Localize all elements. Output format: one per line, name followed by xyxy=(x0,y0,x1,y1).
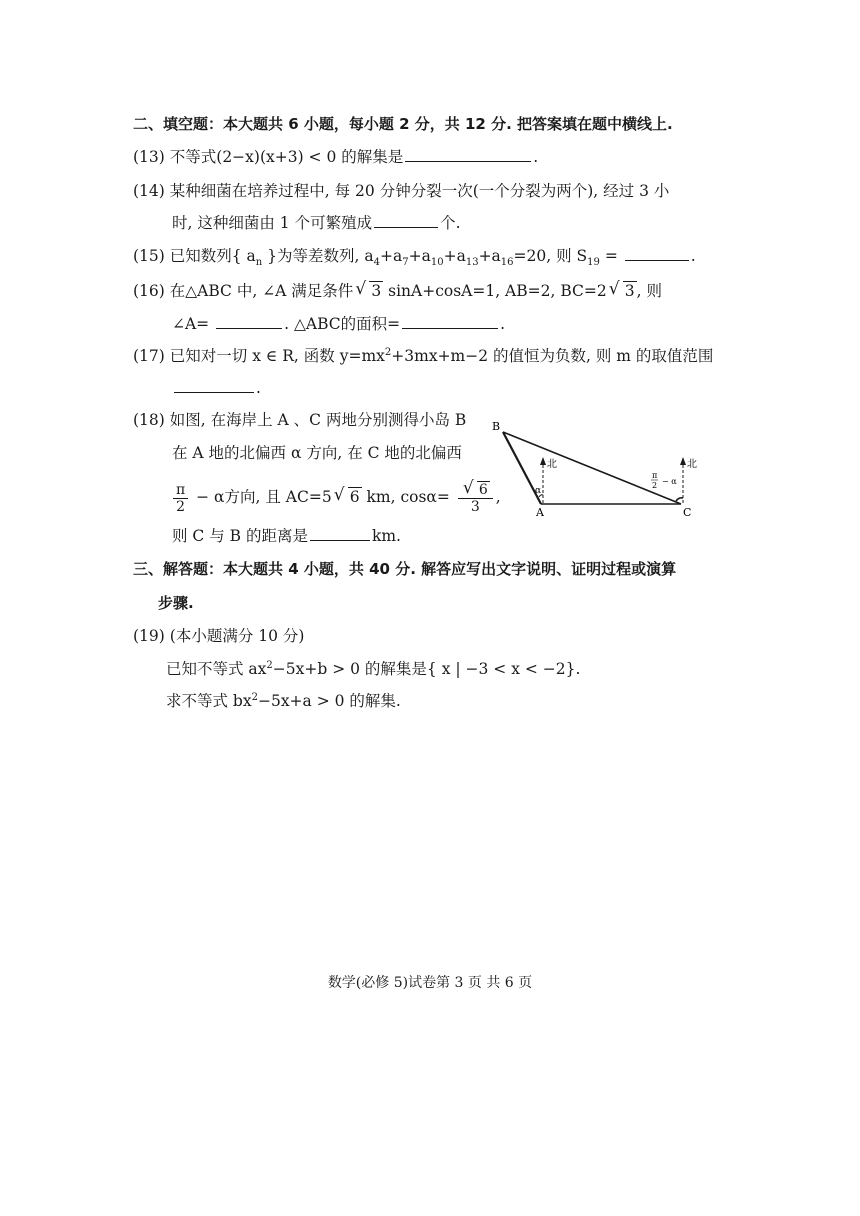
q14-text-line2: 时, 这种细菌由 1 个可繁殖成 xyxy=(172,214,373,232)
question-17-line1 xyxy=(133,346,713,366)
q18-cos-fraction: √ $\frac{6}{3}$ xyxy=(458,482,493,515)
q19-number: (19) xyxy=(133,627,165,645)
q16-angle-label: ∠A= xyxy=(172,315,215,333)
q16-angle-blank[interactable] xyxy=(216,314,282,329)
angle-label-a: α xyxy=(535,486,542,496)
q18-pi-over-2: $\frac{\pi}{2}$ xyxy=(173,482,188,515)
vertex-label-b: B xyxy=(492,420,501,433)
q17-number: (17) xyxy=(133,347,165,365)
question-19-line2: 求不等式 $bx^2-5x+a > 0$ 的解集. xyxy=(166,691,401,710)
section3-heading-line1: 三、解答题：本大题共 4 小题，共 40 分. 解答应写出文字说明、证明过程或演算 xyxy=(133,560,677,578)
q18-number: (18) xyxy=(133,411,165,429)
q18-text-line1: 如图, 在海岸上 A 、C 两地分别测得小岛 B xyxy=(169,411,467,429)
q13-end: . xyxy=(533,148,539,166)
vertex-label-c: C xyxy=(683,506,692,519)
q18-answer-blank[interactable] xyxy=(310,526,370,541)
question-18-line4 xyxy=(172,526,401,546)
q13-answer-blank[interactable] xyxy=(405,147,531,162)
q19-score: (本小题满分 10 分) xyxy=(169,627,305,645)
question-13 xyxy=(133,147,538,167)
q17-answer-blank[interactable] xyxy=(174,378,254,393)
angle-label-c-den: 2 xyxy=(652,481,658,490)
q16-area-label: . △ABC的面积= xyxy=(284,315,401,333)
angle-arc-c xyxy=(676,498,683,501)
q16-text-line1: 在△ABC 中, ∠A 满足条件√ 3 sinA+cosA=1, AB=2, BC=2√ 3 , 则 xyxy=(170,282,662,300)
q14-text-line1: 某种细菌在培养过程中, 每 20 分钟分裂一次(一个分裂为两个), 经过 3 小 xyxy=(169,182,670,200)
question-14-line2 xyxy=(172,213,461,233)
side-bc xyxy=(503,432,681,504)
question-18-line3: $\frac{\pi}{2}$ − α方向, 且 AC=5√ 6 km, cosα= √ $\frac{6}{3}$ , xyxy=(170,480,501,515)
question-17-line2 xyxy=(172,378,261,398)
angle-label-c-rest: − α xyxy=(662,477,677,486)
q13-text: 不等式(2−x)(x+3) < 0 的解集是 xyxy=(169,148,404,166)
q16-area-blank[interactable] xyxy=(402,314,498,329)
q15-end: . xyxy=(690,247,696,265)
q15-text: 已知数列{ $a_n$ }为等差数列, $a_4+a_7+a_{10}+a_{13}+a_{16}=20$, 则 $S_{19}$ = xyxy=(169,247,623,269)
question-18-line1 xyxy=(133,410,466,430)
north-arrow-a-icon xyxy=(540,457,546,465)
q15-number: (15) xyxy=(133,247,165,265)
q14-number: (14) xyxy=(133,182,165,200)
north-label-a: 北 xyxy=(547,459,557,470)
vertex-label-a: A xyxy=(536,506,544,519)
section2-heading: 二、填空题：本大题共 6 小题，每小题 2 分，共 12 分. 把答案填在题中横线上. xyxy=(133,115,673,133)
question-18-line2 xyxy=(172,443,462,463)
question-19-header xyxy=(133,626,304,646)
q16-end: . xyxy=(500,315,506,333)
q14-answer-blank[interactable] xyxy=(374,213,438,228)
north-arrow-c-icon xyxy=(680,457,686,465)
q17-text: 已知对一切 x ∈ R, 函数 $y=mx^2+3mx+m-2$ 的值恒为负数, 则 m 的取值范围 xyxy=(169,346,714,365)
north-label-c: 北 xyxy=(687,459,697,470)
q18-text-line4: 则 C 与 B 的距离是 xyxy=(172,527,308,545)
q16-number: (16) xyxy=(133,282,165,300)
q17-end: . xyxy=(256,379,261,397)
question-14-line1 xyxy=(133,181,669,201)
angle-label-c-num: π xyxy=(652,471,658,480)
q14-end: 个. xyxy=(440,214,461,232)
q15-answer-blank[interactable] xyxy=(625,246,689,261)
section3-heading-line2: 步骤. xyxy=(158,594,194,612)
q18-text-line2: 在 A 地的北偏西 α 方向, 在 C 地的北偏西 xyxy=(172,444,462,462)
q18-unit: km. xyxy=(371,527,401,545)
q18-triangle-figure xyxy=(488,415,698,520)
question-15 xyxy=(133,246,696,269)
question-16-line1 xyxy=(133,281,662,301)
page-footer: 数学(必修 5)试卷第 3 页 共 6 页 xyxy=(327,975,533,991)
question-16-line2 xyxy=(172,314,505,334)
question-19-line1: 已知不等式 $ax^2-5x+b > 0$ 的解集是{ x | −3 < x < −2}. xyxy=(166,659,581,678)
q13-number: (13) xyxy=(133,148,165,166)
